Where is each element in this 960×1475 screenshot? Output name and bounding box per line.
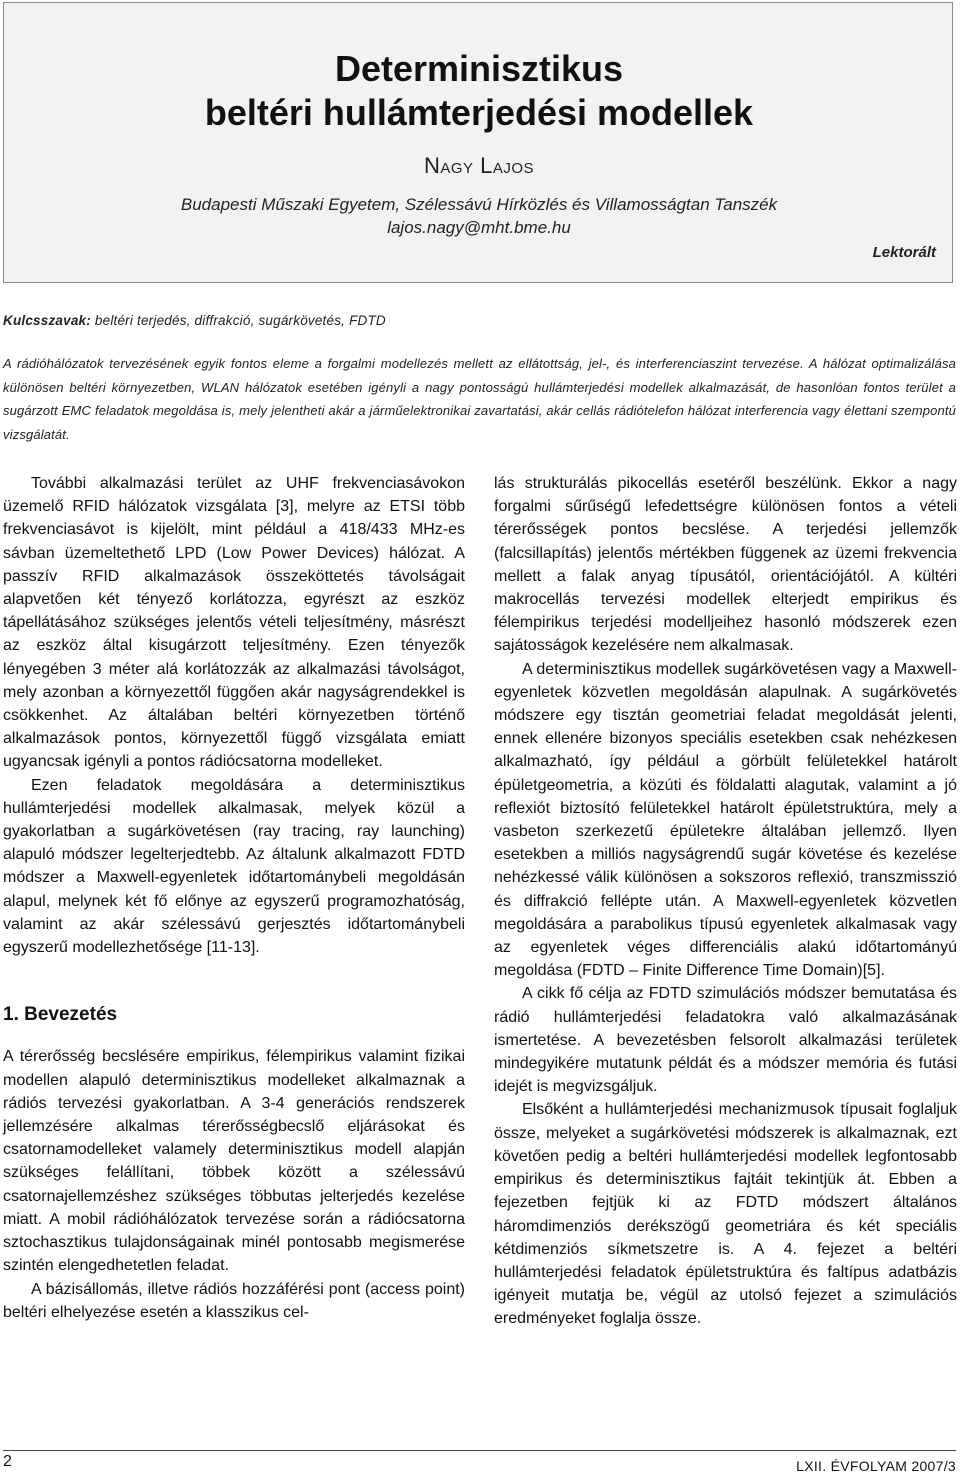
affiliation-block xyxy=(4,193,954,239)
paragraph: További alkalmazási terület az UHF frekvenciasávokon üzemelő RFID hálózatok vizsgálata [3], melyre az ETSI több frekvenciasávot is kijelölt, mint például a 418/433 MHz-es sávban üzemeltethető LPD (Low Power Devices) hálózat. A passzív RFID alkalmazások összeköttetés távolságait alapvetően két tényező korlátozza, egyrészt az eszköz tápellátásához szükséges jelentős vételi teljesítmény, másrészt az eszköz által kisugárzott teljesítmény. Ezen tényezők lényegében 3 méter alá korlátozzák az alkalmazási távolságot, mely azonban a környezettől függően akár nagyságrendekkel is csökkenhet. Az általában beltéri környezetben történő alkalmazások pontos, környezettől függő vizsgálata emiatt ugyancsak igényli a pontos rádiócsatorna modelleket. xyxy=(3,475,465,771)
author-email[interactable]: lajos.nagy@mht.bme.hu xyxy=(387,218,571,237)
abstract: A rádióhálózatok tervezésének egyik fontos eleme a forgalmi modellezés mellett az ellátottság, jel-, és interferenciaszint tervezése. A hálózat optimalizálása különösen beltéri környezetben, WLAN hálózatok esetében igényli a nagy pontosságú hullámterjedési modellek alkalmazását, de hasonlóan fontos terület a sugárzott EMC feladatok megoldása is, mely jelentheti akár a járműelektronikai zavartatási, akár cellás rádiótelefon hálózat interferencia vagy élettani szempontú vizsgálatát. xyxy=(3,356,956,442)
paragraph: A determinisztikus modellek sugárkövetésen vagy a Maxwell-egyenletek közvetlen megoldásán alapulnak. A sugárkövetés módszere egy tisztán geometriai feladat megoldását jelenti, ennek ellenére bizonyos speciális esetekben csak nehézkesen alkalmazható, így például a görbült felületekkel határolt épületgeometria, a közúti és földalatti alagutak, valamint a jó reflexiót biztosító felületekkel határolt épületstruktúra, mely a vasbeton szerkezetű épületekre általában jellemző. Ilyen esetekben a milliós nagyságrendű sugár követése és kezelése nehézkessé válik különösen a sokszoros reflexió, transzmisszió és diffrakció fellépte után. A Maxwell-egyenletek közvetlen megoldására a parabolikus típusú egyenletek alkalmasak vagy az egyenletek véges differenciális alakú időtartományú megoldása (FDTD – Finite Difference Time Domain)[5]. xyxy=(494,660,957,980)
paragraph: A térerősség becslésére empirikus, félempirikus valamint fizikai modellen alapuló determinisztikus modelleket alkalmaznak a rádiós tervezési gyakorlatban. A 3-4 generációs rendszerek jellemzésére alkalmas térerősségbecslő eljárásokat és csatornamodelleket valamely determinisztikus modell alapján szükséges felállítani, többek között a szélessávú csatornajellemzéshez szükséges többutas jelterjedés kezelése miatt. A mobil rádióhálózatok tervezése során a rádiócsatorna sztochasztikus tulajdonságainak minél pontosabb megismerése szintén elengedhetetlen feladat. xyxy=(3,1048,465,1275)
paragraph: Elsőként a hullámterjedési mechanizmusok típusait foglaljuk össze, melyeket a sugárkövetési módszerek is alkalmaznak, ezt követően pedig a beltéri hullámterjedési modellek legfontosabb empirikus és determinisztikus fajtáit tekintjük át. Ebben a fejezetben fejtjük ki az FDTD módszert általános háromdimenziós derékszögű geometriára és két speciális kétdimenziós síkmetszetre is. A 4. fejezet a beltéri hullámterjedési feladatok épületstruktúra és faltípus adatbázis igényeit mutatja be, végül az utolsó fejezet a szimulációs eredményeket foglalja össze. xyxy=(494,1101,957,1328)
paragraph: A bázisállomás, illetve rádiós hozzáférési pont (access point) beltéri elhelyezése esetén a klasszikus cel- xyxy=(3,1280,465,1321)
right-column xyxy=(494,472,957,1331)
review-badge: Lektorált xyxy=(872,244,936,261)
title-line-2: beltéri hullámterjedési modellek xyxy=(204,92,754,133)
left-column xyxy=(3,472,465,1324)
paragraph: Ezen feladatok megoldására a determinisztikus hullámterjedési modellek alkalmasak, melyek közül a gyakorlatban a sugárkövetésen (ray tracing, ray launching) alapuló módszer legelterjedtebb. Az általunk alkalmazott FDTD módszer a Maxwell-egyenletek időtartománybeli megoldásán alapul, melynek két fő előnye az egyszerű programozhatóság, valamint az akár szélessávú gerjesztés időtartománybeli egyszerű modellezhetősége [11-13]. xyxy=(3,776,465,957)
keywords-line xyxy=(3,313,953,328)
footer-divider xyxy=(3,1450,956,1451)
keywords-label: Kulcsszavak: xyxy=(3,313,91,328)
author-name: Nagy Lajos xyxy=(423,153,535,178)
title-line-1: Determinisztikus xyxy=(334,48,624,89)
article-title xyxy=(4,47,954,135)
section-heading: 1. Bevezetés xyxy=(3,1004,118,1026)
title-box xyxy=(3,2,953,283)
keywords-text: beltéri terjedés, diffrakció, sugárkövetés, FDTD xyxy=(94,313,386,328)
journal-issue: LXII. ÉVFOLYAM 2007/3 xyxy=(796,1458,956,1474)
paragraph: A cikk fő célja az FDTD szimulációs módszer bemutatása és rádió hullámterjedési feladatokra való alkalmazásának ismertetése. A bevezetésben felsorolt alkalmazási területek mindegyikére mutatunk példát és a módszer memória és futási idejét is megvizsgáljuk. xyxy=(494,985,957,1096)
paragraph: lás strukturálás pikocellás esetéről beszélünk. Ekkor a nagy forgalmi sűrűségű lefedettségre különösen fontos a vételi térerősségek pontos becslése. A terjedési jellemzők (falcsillapítás) jelentős mértékben függenek az üzemi frekvencia mellett a falak anyag típusától, orientációjától. A kültéri makrocellás tervezési modellek elterjedt empirikus és félempirikus terjedési modelljeihez hasonló módszerek ezen sajátosságok kezelésére nem alkalmasak. xyxy=(494,475,957,655)
affiliation: Budapesti Műszaki Egyetem, Szélessávú Hírközlés és Villamosságtan Tanszék xyxy=(180,195,778,214)
page-number: 2 xyxy=(3,1453,12,1470)
